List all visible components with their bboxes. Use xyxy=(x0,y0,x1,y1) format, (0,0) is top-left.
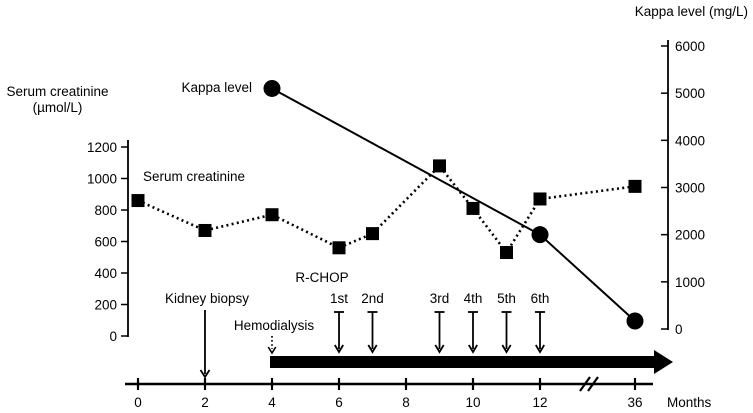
hemodialysis-duration-arrowhead xyxy=(654,350,673,374)
right-axis-tick-label: 5000 xyxy=(675,86,706,102)
right-axis-tick-label: 6000 xyxy=(675,39,706,54)
x-axis-tick-label: 8 xyxy=(402,395,410,410)
creatinine-point-marker xyxy=(132,194,145,207)
kappa-point-marker xyxy=(532,226,549,243)
rchop-dose-label: 5th xyxy=(497,291,516,306)
hemodialysis-duration-bar xyxy=(270,356,655,368)
kappa-line xyxy=(272,88,635,321)
x-axis-tick-label: 4 xyxy=(268,395,276,410)
x-axis-tick-label: 6 xyxy=(335,395,343,410)
kappa-series-label: Kappa level xyxy=(181,80,252,95)
x-axis-tick-label: 2 xyxy=(201,395,209,410)
creatinine-point-marker xyxy=(467,202,480,215)
right-axis-tick-label: 1000 xyxy=(675,274,706,290)
rchop-dose-label: 3rd xyxy=(429,291,450,306)
kidney-biopsy-label: Kidney biopsy xyxy=(164,291,250,306)
left-axis-tick-label: 800 xyxy=(94,203,117,218)
x-axis-tick-label: 12 xyxy=(532,395,548,410)
x-axis-tick-label: 10 xyxy=(465,395,481,410)
hemodialysis-arrowhead xyxy=(268,347,276,353)
right-axis-tick-label: 3000 xyxy=(675,180,706,196)
right-axis-title: Kappa level (mg/L) xyxy=(634,4,748,19)
x-axis-unit-label: Months xyxy=(667,395,712,410)
kappa-point-marker xyxy=(264,80,281,97)
left-axis-tick-label: 400 xyxy=(94,266,117,281)
creatinine-point-marker xyxy=(366,227,379,240)
creatinine-series-label: Serum creatinine xyxy=(143,169,246,184)
creatinine-point-marker xyxy=(433,159,446,172)
kappa-point-marker xyxy=(627,312,644,329)
rchop-dose-label: 4th xyxy=(463,291,483,306)
right-axis-tick-label: 2000 xyxy=(675,227,706,243)
left-axis-title xyxy=(5,84,110,116)
rchop-dose-label: 1st xyxy=(329,291,348,306)
left-axis-tick-label: 0 xyxy=(109,329,117,344)
rchop-dose-label: 6th xyxy=(530,291,550,306)
left-axis-tick-label: 200 xyxy=(94,297,117,313)
creatinine-point-marker xyxy=(534,192,547,205)
creatinine-point-marker xyxy=(266,208,279,221)
left-axis-tick-label: 1000 xyxy=(86,171,117,187)
rchop-label: R-CHOP xyxy=(295,270,349,285)
creatinine-point-marker xyxy=(199,224,212,237)
creatinine-point-marker xyxy=(629,180,642,193)
left-axis-title-line1: Serum creatinine xyxy=(6,84,109,99)
x-axis-tick-label: 0 xyxy=(134,395,142,410)
left-axis-tick-label: 1200 xyxy=(86,140,117,155)
left-axis-title-line2: (µmol/L) xyxy=(32,100,83,115)
right-axis-tick-label: 0 xyxy=(675,322,683,337)
creatinine-point-marker xyxy=(333,241,346,254)
right-axis-tick-label: 4000 xyxy=(675,133,706,149)
x-axis-tick-label: 36 xyxy=(627,395,643,410)
rchop-dose-label: 2nd xyxy=(361,291,384,306)
hemodialysis-label: Hemodialysis xyxy=(233,318,315,333)
creatinine-point-marker xyxy=(500,246,513,259)
left-axis-tick-label: 600 xyxy=(94,234,117,250)
